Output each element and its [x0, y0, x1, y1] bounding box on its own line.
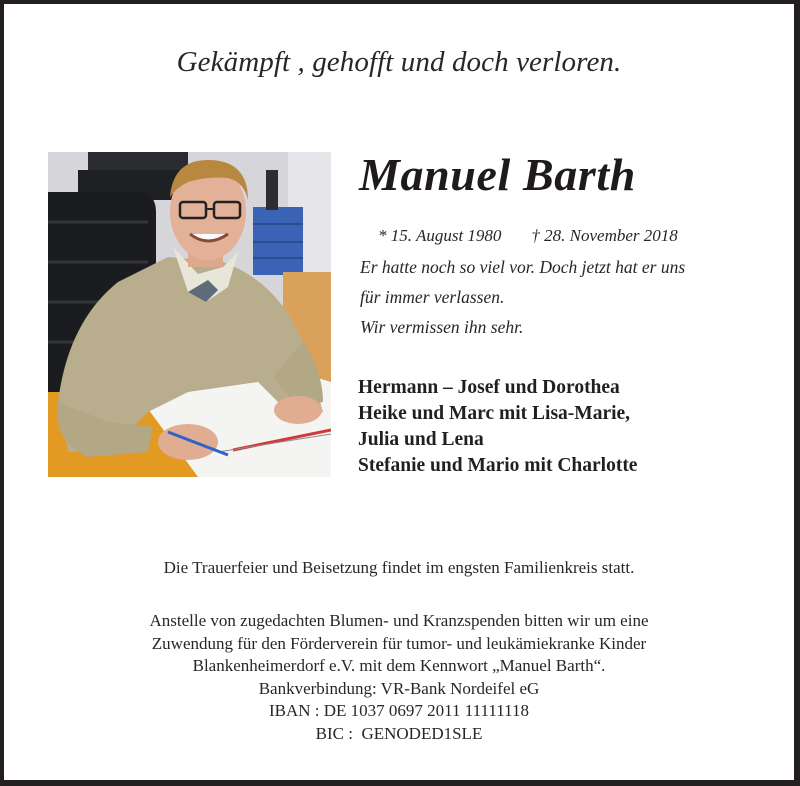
- motto: Gekämpft , gehofft und doch verloren.: [176, 46, 622, 78]
- mourning-family: [358, 375, 637, 479]
- iban: IBAN : DE 1037 0697 2011 11111118: [268, 701, 530, 720]
- family-line: Heike und Marc mit Lisa-Marie,: [358, 403, 631, 424]
- deceased-name: Manuel Barth: [359, 149, 636, 200]
- quote-line: für immer verlassen.: [360, 287, 505, 307]
- quote-line: Er hatte noch so viel vor. Doch jetzt hat er uns: [360, 257, 686, 277]
- portrait-photo: [48, 152, 331, 477]
- bank-name: Bankverbindung: VR-Bank Nordeifel eG: [258, 678, 540, 698]
- quote-line: Wir vermissen ihn sehr.: [360, 317, 524, 337]
- donation-request: [4, 610, 794, 745]
- donation-line: Zuwendung für den Förderverein für tumor- und leukämiekranke Kinder: [151, 633, 647, 653]
- donation-line: Blankenheimerdorf e.V. mit dem Kennwort „Manuel Barth“.: [192, 656, 606, 675]
- obituary-notice: [4, 4, 794, 780]
- memorial-quote: [360, 252, 685, 342]
- death-date: † 28. November 2018: [531, 226, 678, 245]
- portrait-illustration: [48, 152, 331, 477]
- family-line: Julia und Lena: [358, 429, 484, 450]
- family-line: Stefanie und Mario mit Charlotte: [358, 455, 638, 476]
- birth-date: * 15. August 1980: [378, 226, 502, 245]
- bic: BIC : GENODED1SLE: [315, 723, 483, 743]
- family-line: Hermann – Josef und Dorothea: [358, 377, 620, 398]
- donation-line: Anstelle von zugedachten Blumen- und Kranzspenden bitten wir um eine: [149, 611, 649, 630]
- funeral-service-note: Die Trauerfeier und Beisetzung findet im engsten Familienkreis statt.: [163, 558, 635, 577]
